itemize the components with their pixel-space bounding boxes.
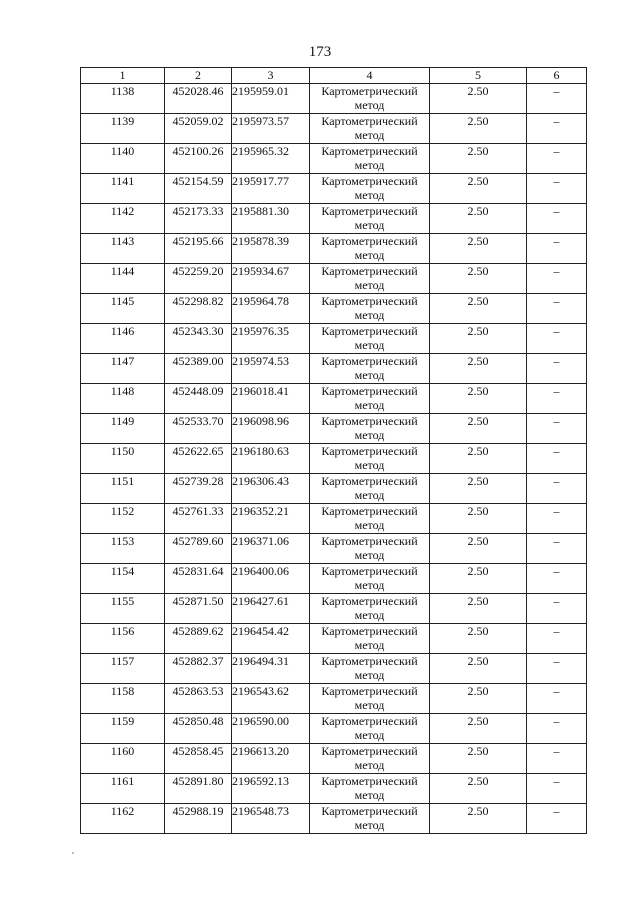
method-line-1: Картометрический bbox=[321, 204, 418, 218]
method-line-2: метод bbox=[354, 548, 385, 562]
method-cell bbox=[310, 264, 430, 294]
point-number-cell: 1152 bbox=[81, 504, 165, 534]
accuracy-cell: 2.50 bbox=[430, 714, 527, 744]
method-cell bbox=[310, 654, 430, 684]
method-line-1: Картометрический bbox=[321, 174, 418, 188]
table-row bbox=[81, 384, 587, 414]
method-cell bbox=[310, 174, 430, 204]
scan-speck bbox=[72, 852, 74, 854]
x-coordinate-cell: 452298.82 bbox=[165, 294, 232, 324]
note-cell: – bbox=[527, 84, 587, 114]
method-line-1: Картометрический bbox=[321, 654, 418, 668]
x-coordinate-cell: 452871.50 bbox=[165, 594, 232, 624]
point-number-cell: 1148 bbox=[81, 384, 165, 414]
table-row bbox=[81, 414, 587, 444]
point-number-cell: 1141 bbox=[81, 174, 165, 204]
x-coordinate-cell: 452059.02 bbox=[165, 114, 232, 144]
method-cell bbox=[310, 294, 430, 324]
method-cell bbox=[310, 714, 430, 744]
accuracy-cell: 2.50 bbox=[430, 144, 527, 174]
note-cell: – bbox=[527, 354, 587, 384]
header-col-2: 2 bbox=[165, 68, 232, 84]
point-number-cell: 1162 bbox=[81, 804, 165, 834]
note-cell: – bbox=[527, 624, 587, 654]
note-cell: – bbox=[527, 144, 587, 174]
point-number-cell: 1158 bbox=[81, 684, 165, 714]
accuracy-cell: 2.50 bbox=[430, 174, 527, 204]
method-line-1: Картометрический bbox=[321, 714, 418, 728]
y-coordinate-cell: 2195964.78 bbox=[232, 294, 310, 324]
accuracy-cell: 2.50 bbox=[430, 624, 527, 654]
method-cell bbox=[310, 744, 430, 774]
method-line-1: Картометрический bbox=[321, 534, 418, 548]
accuracy-cell: 2.50 bbox=[430, 354, 527, 384]
accuracy-cell: 2.50 bbox=[430, 504, 527, 534]
method-line-1: Картометрический bbox=[321, 744, 418, 758]
method-line-2: метод bbox=[354, 488, 385, 502]
method-cell bbox=[310, 774, 430, 804]
y-coordinate-cell: 2195974.53 bbox=[232, 354, 310, 384]
note-cell: – bbox=[527, 234, 587, 264]
accuracy-cell: 2.50 bbox=[430, 744, 527, 774]
point-number-cell: 1155 bbox=[81, 594, 165, 624]
method-cell bbox=[310, 384, 430, 414]
method-cell bbox=[310, 114, 430, 144]
note-cell: – bbox=[527, 714, 587, 744]
y-coordinate-cell: 2196371.06 bbox=[232, 534, 310, 564]
y-coordinate-cell: 2196352.21 bbox=[232, 504, 310, 534]
method-line-2: метод bbox=[354, 128, 385, 142]
table-row bbox=[81, 174, 587, 204]
accuracy-cell: 2.50 bbox=[430, 804, 527, 834]
method-line-2: метод bbox=[354, 698, 385, 712]
method-line-2: метод bbox=[354, 338, 385, 352]
note-cell: – bbox=[527, 174, 587, 204]
x-coordinate-cell: 452343.30 bbox=[165, 324, 232, 354]
y-coordinate-cell: 2195917.77 bbox=[232, 174, 310, 204]
note-cell: – bbox=[527, 534, 587, 564]
y-coordinate-cell: 2196018.41 bbox=[232, 384, 310, 414]
point-number-cell: 1138 bbox=[81, 84, 165, 114]
y-coordinate-cell: 2195973.57 bbox=[232, 114, 310, 144]
method-cell bbox=[310, 414, 430, 444]
method-line-2: метод bbox=[354, 428, 385, 442]
point-number-cell: 1144 bbox=[81, 264, 165, 294]
accuracy-cell: 2.50 bbox=[430, 534, 527, 564]
y-coordinate-cell: 2196613.20 bbox=[232, 744, 310, 774]
method-cell bbox=[310, 594, 430, 624]
table-row bbox=[81, 504, 587, 534]
table-row bbox=[81, 84, 587, 114]
note-cell: – bbox=[527, 684, 587, 714]
accuracy-cell: 2.50 bbox=[430, 414, 527, 444]
y-coordinate-cell: 2196592.13 bbox=[232, 774, 310, 804]
point-number-cell: 1150 bbox=[81, 444, 165, 474]
method-cell bbox=[310, 84, 430, 114]
table-body bbox=[81, 84, 587, 834]
y-coordinate-cell: 2196548.73 bbox=[232, 804, 310, 834]
header-col-4: 4 bbox=[310, 68, 430, 84]
y-coordinate-cell: 2196098.96 bbox=[232, 414, 310, 444]
method-line-1: Картометрический bbox=[321, 234, 418, 248]
x-coordinate-cell: 452622.65 bbox=[165, 444, 232, 474]
page-number: 173 bbox=[308, 44, 332, 60]
method-cell bbox=[310, 204, 430, 234]
accuracy-cell: 2.50 bbox=[430, 294, 527, 324]
note-cell: – bbox=[527, 444, 587, 474]
table-row bbox=[81, 534, 587, 564]
note-cell: – bbox=[527, 564, 587, 594]
method-line-1: Картометрический bbox=[321, 504, 418, 518]
note-cell: – bbox=[527, 264, 587, 294]
y-coordinate-cell: 2196180.63 bbox=[232, 444, 310, 474]
y-coordinate-cell: 2195965.32 bbox=[232, 144, 310, 174]
y-coordinate-cell: 2196590.00 bbox=[232, 714, 310, 744]
method-line-2: метод bbox=[354, 98, 385, 112]
method-line-2: метод bbox=[354, 668, 385, 682]
point-number-cell: 1145 bbox=[81, 294, 165, 324]
method-line-1: Картометрический bbox=[321, 684, 418, 698]
method-line-1: Картометрический bbox=[321, 294, 418, 308]
point-number-cell: 1149 bbox=[81, 414, 165, 444]
table-row bbox=[81, 234, 587, 264]
y-coordinate-cell: 2196400.06 bbox=[232, 564, 310, 594]
table-row bbox=[81, 774, 587, 804]
point-number-cell: 1151 bbox=[81, 474, 165, 504]
point-number-cell: 1156 bbox=[81, 624, 165, 654]
method-line-1: Картометрический bbox=[321, 804, 418, 818]
method-cell bbox=[310, 624, 430, 654]
method-line-2: метод bbox=[354, 398, 385, 412]
note-cell: – bbox=[527, 114, 587, 144]
method-line-2: метод bbox=[354, 248, 385, 262]
accuracy-cell: 2.50 bbox=[430, 564, 527, 594]
table-row bbox=[81, 714, 587, 744]
method-cell bbox=[310, 504, 430, 534]
note-cell: – bbox=[527, 804, 587, 834]
table-row bbox=[81, 804, 587, 834]
note-cell: – bbox=[527, 504, 587, 534]
y-coordinate-cell: 2196306.43 bbox=[232, 474, 310, 504]
method-line-1: Картометрический bbox=[321, 264, 418, 278]
x-coordinate-cell: 452889.62 bbox=[165, 624, 232, 654]
accuracy-cell: 2.50 bbox=[430, 264, 527, 294]
method-line-2: метод bbox=[354, 638, 385, 652]
y-coordinate-cell: 2195959.01 bbox=[232, 84, 310, 114]
accuracy-cell: 2.50 bbox=[430, 654, 527, 684]
method-line-1: Картометрический bbox=[321, 414, 418, 428]
accuracy-cell: 2.50 bbox=[430, 324, 527, 354]
y-coordinate-cell: 2195934.67 bbox=[232, 264, 310, 294]
x-coordinate-cell: 452863.53 bbox=[165, 684, 232, 714]
accuracy-cell: 2.50 bbox=[430, 474, 527, 504]
x-coordinate-cell: 452988.19 bbox=[165, 804, 232, 834]
x-coordinate-cell: 452882.37 bbox=[165, 654, 232, 684]
method-cell bbox=[310, 684, 430, 714]
table-row bbox=[81, 684, 587, 714]
method-line-2: метод bbox=[354, 578, 385, 592]
point-number-cell: 1139 bbox=[81, 114, 165, 144]
x-coordinate-cell: 452858.45 bbox=[165, 744, 232, 774]
x-coordinate-cell: 452850.48 bbox=[165, 714, 232, 744]
method-line-1: Картометрический bbox=[321, 354, 418, 368]
accuracy-cell: 2.50 bbox=[430, 594, 527, 624]
method-line-2: метод bbox=[354, 158, 385, 172]
x-coordinate-cell: 452533.70 bbox=[165, 414, 232, 444]
method-cell bbox=[310, 444, 430, 474]
table-row bbox=[81, 624, 587, 654]
point-number-cell: 1160 bbox=[81, 744, 165, 774]
x-coordinate-cell: 452831.64 bbox=[165, 564, 232, 594]
method-cell bbox=[310, 234, 430, 264]
note-cell: – bbox=[527, 414, 587, 444]
x-coordinate-cell: 452739.28 bbox=[165, 474, 232, 504]
table-header-row bbox=[81, 68, 587, 84]
table-row bbox=[81, 324, 587, 354]
note-cell: – bbox=[527, 204, 587, 234]
accuracy-cell: 2.50 bbox=[430, 114, 527, 144]
accuracy-cell: 2.50 bbox=[430, 444, 527, 474]
method-line-1: Картометрический bbox=[321, 384, 418, 398]
method-line-1: Картометрический bbox=[321, 474, 418, 488]
y-coordinate-cell: 2195878.39 bbox=[232, 234, 310, 264]
method-line-1: Картометрический bbox=[321, 774, 418, 788]
x-coordinate-cell: 452100.26 bbox=[165, 144, 232, 174]
accuracy-cell: 2.50 bbox=[430, 774, 527, 804]
table-row bbox=[81, 114, 587, 144]
method-cell bbox=[310, 324, 430, 354]
method-line-2: метод bbox=[354, 788, 385, 802]
point-number-cell: 1142 bbox=[81, 204, 165, 234]
method-line-1: Картометрический bbox=[321, 564, 418, 578]
note-cell: – bbox=[527, 594, 587, 624]
note-cell: – bbox=[527, 474, 587, 504]
table-row bbox=[81, 564, 587, 594]
method-cell bbox=[310, 354, 430, 384]
method-line-1: Картометрический bbox=[321, 114, 418, 128]
method-line-1: Картометрический bbox=[321, 324, 418, 338]
accuracy-cell: 2.50 bbox=[430, 234, 527, 264]
x-coordinate-cell: 452154.59 bbox=[165, 174, 232, 204]
method-line-2: метод bbox=[354, 608, 385, 622]
header-col-3: 3 bbox=[232, 68, 310, 84]
method-line-1: Картометрический bbox=[321, 144, 418, 158]
coordinates-table bbox=[80, 67, 587, 834]
note-cell: – bbox=[527, 324, 587, 354]
method-line-2: метод bbox=[354, 458, 385, 472]
y-coordinate-cell: 2196494.31 bbox=[232, 654, 310, 684]
x-coordinate-cell: 452448.09 bbox=[165, 384, 232, 414]
header-col-5: 5 bbox=[430, 68, 527, 84]
header-col-6: 6 bbox=[527, 68, 587, 84]
method-line-2: метод bbox=[354, 278, 385, 292]
note-cell: – bbox=[527, 654, 587, 684]
x-coordinate-cell: 452389.00 bbox=[165, 354, 232, 384]
method-cell bbox=[310, 564, 430, 594]
point-number-cell: 1154 bbox=[81, 564, 165, 594]
x-coordinate-cell: 452259.20 bbox=[165, 264, 232, 294]
x-coordinate-cell: 452028.46 bbox=[165, 84, 232, 114]
table-row bbox=[81, 354, 587, 384]
method-line-2: метод bbox=[354, 758, 385, 772]
table-row bbox=[81, 144, 587, 174]
method-line-1: Картометрический bbox=[321, 594, 418, 608]
accuracy-cell: 2.50 bbox=[430, 384, 527, 414]
point-number-cell: 1147 bbox=[81, 354, 165, 384]
table-row bbox=[81, 654, 587, 684]
header-col-1: 1 bbox=[81, 68, 165, 84]
accuracy-cell: 2.50 bbox=[430, 684, 527, 714]
method-line-2: метод bbox=[354, 218, 385, 232]
y-coordinate-cell: 2196543.62 bbox=[232, 684, 310, 714]
point-number-cell: 1140 bbox=[81, 144, 165, 174]
method-line-2: метод bbox=[354, 728, 385, 742]
method-line-1: Картометрический bbox=[321, 84, 418, 98]
method-line-1: Картометрический bbox=[321, 624, 418, 638]
accuracy-cell: 2.50 bbox=[430, 204, 527, 234]
method-cell bbox=[310, 534, 430, 564]
method-cell bbox=[310, 474, 430, 504]
table-row bbox=[81, 444, 587, 474]
y-coordinate-cell: 2196454.42 bbox=[232, 624, 310, 654]
method-line-2: метод bbox=[354, 818, 385, 832]
table-row bbox=[81, 204, 587, 234]
y-coordinate-cell: 2196427.61 bbox=[232, 594, 310, 624]
point-number-cell: 1153 bbox=[81, 534, 165, 564]
method-line-2: метод bbox=[354, 188, 385, 202]
table-row bbox=[81, 744, 587, 774]
point-number-cell: 1161 bbox=[81, 774, 165, 804]
x-coordinate-cell: 452761.33 bbox=[165, 504, 232, 534]
note-cell: – bbox=[527, 744, 587, 774]
y-coordinate-cell: 2195976.35 bbox=[232, 324, 310, 354]
point-number-cell: 1143 bbox=[81, 234, 165, 264]
note-cell: – bbox=[527, 774, 587, 804]
point-number-cell: 1146 bbox=[81, 324, 165, 354]
method-line-2: метод bbox=[354, 518, 385, 532]
accuracy-cell: 2.50 bbox=[430, 84, 527, 114]
x-coordinate-cell: 452195.66 bbox=[165, 234, 232, 264]
x-coordinate-cell: 452891.80 bbox=[165, 774, 232, 804]
method-cell bbox=[310, 144, 430, 174]
point-number-cell: 1157 bbox=[81, 654, 165, 684]
table-row bbox=[81, 594, 587, 624]
table-row bbox=[81, 294, 587, 324]
note-cell: – bbox=[527, 294, 587, 324]
method-cell bbox=[310, 804, 430, 834]
point-number-cell: 1159 bbox=[81, 714, 165, 744]
table-row bbox=[81, 474, 587, 504]
table-row bbox=[81, 264, 587, 294]
note-cell: – bbox=[527, 384, 587, 414]
method-line-2: метод bbox=[354, 308, 385, 322]
x-coordinate-cell: 452789.60 bbox=[165, 534, 232, 564]
method-line-2: метод bbox=[354, 368, 385, 382]
y-coordinate-cell: 2195881.30 bbox=[232, 204, 310, 234]
method-line-1: Картометрический bbox=[321, 444, 418, 458]
x-coordinate-cell: 452173.33 bbox=[165, 204, 232, 234]
